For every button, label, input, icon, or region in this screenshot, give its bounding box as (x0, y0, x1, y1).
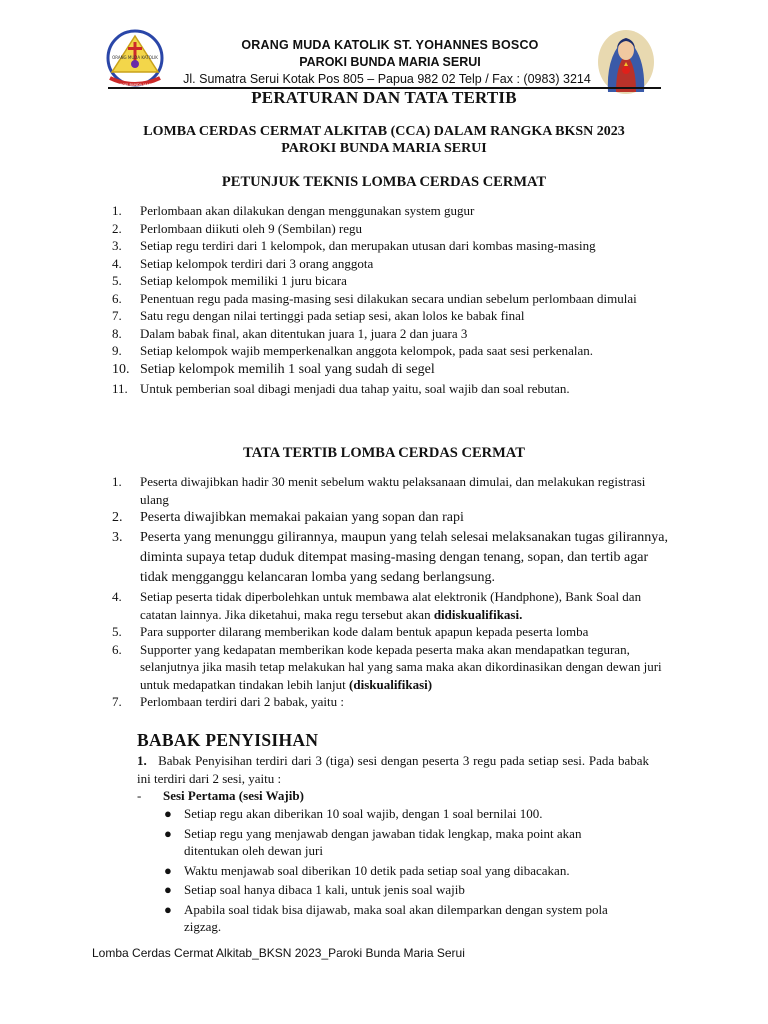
list-number: 8. (112, 325, 122, 341)
letterhead-address: Jl. Sumatra Serui Kotak Pos 805 – Papua 982 02 Telp / Fax : (0983) 3214 (183, 72, 591, 86)
logo-text: ORANG MUDA KATOLIK (112, 55, 158, 60)
list-text: Para supporter dilarang memberikan kode dalam bentuk apapun kepada peserta lomba (140, 624, 589, 639)
logo-bottom-text: PAROKI BUNDA MARIA (115, 83, 155, 87)
omk-logo-icon (100, 28, 170, 92)
list-number: 3. (112, 530, 123, 545)
list-text: Setiap kelompok wajib memperkenalkan anggota kelompok, pada saat sesi perkenalan. (140, 343, 594, 358)
list-number: 4. (112, 589, 122, 604)
list-number: 3. (112, 238, 122, 253)
bullet-text: Waktu menjawab soal diberikan 10 detik pada setiap soal yang dibacakan. (184, 862, 570, 878)
subtitle-line2: PAROKI BUNDA MARIA SERUI (281, 141, 487, 156)
list-number: 1. (112, 203, 122, 218)
list-number: 5. (112, 273, 122, 288)
bullet-text: Setiap soal hanya dibaca 1 kali, untuk jenis soal wajib (184, 882, 465, 897)
section-heading-petunjuk: PETUNJUK TEKNIS LOMBA CERDAS CERMAT (221, 174, 547, 190)
list-item (112, 693, 672, 711)
list-number: 2. (112, 510, 123, 525)
list-text: Perlombaan akan dilakukan dengan menggunakan system gugur (140, 203, 475, 218)
list-number: 1. (112, 474, 122, 489)
list-item (112, 380, 672, 398)
bullet-text: Setiap regu yang menjawab dengan jawaban tidak lengkap, maka point akan ditentukan oleh dewan juri (184, 825, 582, 858)
list-text: Setiap kelompok terdiri dari 3 orang anggota (140, 255, 374, 271)
list-text-bold: (diskualifikasi) (349, 676, 433, 692)
list-item (112, 290, 672, 308)
bullet-dot-icon: ● (164, 901, 172, 917)
sesi-line (137, 787, 304, 805)
list-item (112, 202, 672, 220)
list-item (112, 342, 672, 360)
list-text: Setiap kelompok memiliki 1 juru bicara (140, 273, 347, 288)
list-number: 10. (112, 361, 130, 377)
bullet-text: Apabila soal tidak bisa dijawab, maka soal akan dilemparkan dengan system pola zigzag. (184, 901, 608, 934)
bullet-item (164, 805, 634, 823)
list-number: 2. (112, 220, 122, 236)
petunjuk-list (112, 202, 672, 397)
bullet-dot-icon: ● (164, 806, 172, 821)
list-item (112, 588, 672, 623)
list-text: Peserta diwajibkan hadir 30 menit sebelum waktu pelaksanaan dimulai, dan melakukan registrasi ulang (140, 474, 646, 507)
list-number: 6. (112, 641, 122, 657)
dash-marker: - (137, 788, 142, 803)
letterhead-org: ORANG MUDA KATOLIK ST. YOHANNES BOSCO (241, 38, 539, 52)
list-text: Setiap kelompok memilih 1 soal yang sudah di segel (140, 361, 435, 377)
page-footer: Lomba Cerdas Cermat Alkitab_BKSN 2023_Paroki Bunda Maria Serui (92, 946, 465, 960)
list-item (112, 360, 672, 380)
list-item (112, 641, 672, 694)
sesi-label: Sesi Pertama (sesi Wajib) (163, 788, 304, 803)
bullet-dot-icon: ● (164, 862, 172, 878)
bullet-item (164, 825, 634, 860)
page-title: PERATURAN DAN TATA TERTIB (251, 88, 517, 107)
section-heading-tata-tertib: TATA TERTIB LOMBA CERDAS CERMAT (243, 445, 525, 461)
list-text: Peserta diwajibkan memakai pakaian yang sopan dan rapi (140, 510, 464, 525)
list-item (112, 528, 672, 588)
list-number: 11. (112, 380, 128, 396)
list-item (112, 237, 672, 255)
bullet-item (164, 901, 634, 936)
list-number: 7. (112, 308, 122, 323)
list-text: Perlombaan diikuti oleh 9 (Sembilan) regu (140, 220, 363, 236)
list-text: Dalam babak final, akan ditentukan juara 1, juara 2 dan juara 3 (140, 325, 468, 341)
list-item (112, 508, 672, 528)
list-item (112, 272, 672, 290)
list-text: Satu regu dengan nilai tertinggi pada setiap sesi, akan lolos ke babak final (140, 308, 525, 323)
list-number: 5. (112, 624, 122, 639)
list-number: 4. (112, 255, 122, 271)
list-item (112, 623, 672, 641)
list-item (112, 220, 672, 238)
bullet-item (164, 881, 634, 899)
sesi-bullet-list (164, 805, 634, 938)
babak-para-number: 1. (137, 753, 147, 768)
babak-heading: BABAK PENYISIHAN (137, 730, 319, 750)
bullet-dot-icon: ● (164, 825, 172, 841)
list-text: Penentuan regu pada masing-masing sesi dilakukan secara undian sebelum perlombaan dimulai (140, 290, 637, 306)
letterhead-parish: PAROKI BUNDA MARIA SERUI (299, 55, 481, 69)
bullet-item (164, 862, 634, 880)
mary-image-icon (594, 24, 658, 94)
tata-tertib-list (112, 473, 672, 711)
subtitle-line1: LOMBA CERDAS CERMAT ALKITAB (CCA) DALAM RANGKA BKSN 2023 (143, 124, 625, 139)
list-text: Peserta yang menunggu gilirannya, maupun yang telah selesai melaksanakan tugas gilirannya, diminta supaya tetap duduk ditempat masing-masing dengan tenang, sopan, dan tertib agar tidak mengganggu kelancaran lomba yang sedang berlangsung. (140, 530, 668, 585)
list-item (112, 307, 672, 325)
list-item (112, 255, 672, 273)
list-text: Setiap peserta tidak diperbolehkan untuk membawa alat elektronik (Handphone), Bank Soal dan catatan lainnya. Jika diketahui, maka regu tersebut akan (140, 589, 642, 622)
list-number: 7. (112, 694, 122, 709)
list-text: Perlombaan terdiri dari 2 babak, yaitu : (140, 694, 344, 709)
list-text: Untuk pemberian soal dibagi menjadi dua tahap yaitu, soal wajib dan soal rebutan. (140, 380, 570, 396)
list-text: Setiap regu terdiri dari 1 kelompok, dan merupakan utusan dari kombas masing-masing (140, 238, 596, 253)
list-item (112, 325, 672, 343)
list-text-bold: didiskualifikasi. (433, 606, 523, 622)
bullet-text: Setiap regu akan diberikan 10 soal wajib, dengan 1 soal bernilai 100. (184, 806, 543, 821)
list-number: 6. (112, 290, 122, 306)
babak-para-text: Babak Penyisihan terdiri dari 3 (tiga) sesi dengan peserta 3 regu pada setiap sesi. Pada babak ini terdiri dari 2 sesi, yaitu : (137, 753, 650, 786)
list-number: 9. (112, 343, 122, 358)
list-text: Supporter yang kedapatan memberikan kode kepada peserta maka akan mendapatkan teguran, selanjutnya jika masih tetap melakukan hal yang sama maka akan dikordinasikan dengan dewan juri untuk medapatkan tindakan lebih lanjut (140, 641, 662, 692)
babak-paragraph (137, 752, 649, 788)
list-item (112, 473, 672, 508)
bullet-dot-icon: ● (164, 882, 172, 897)
